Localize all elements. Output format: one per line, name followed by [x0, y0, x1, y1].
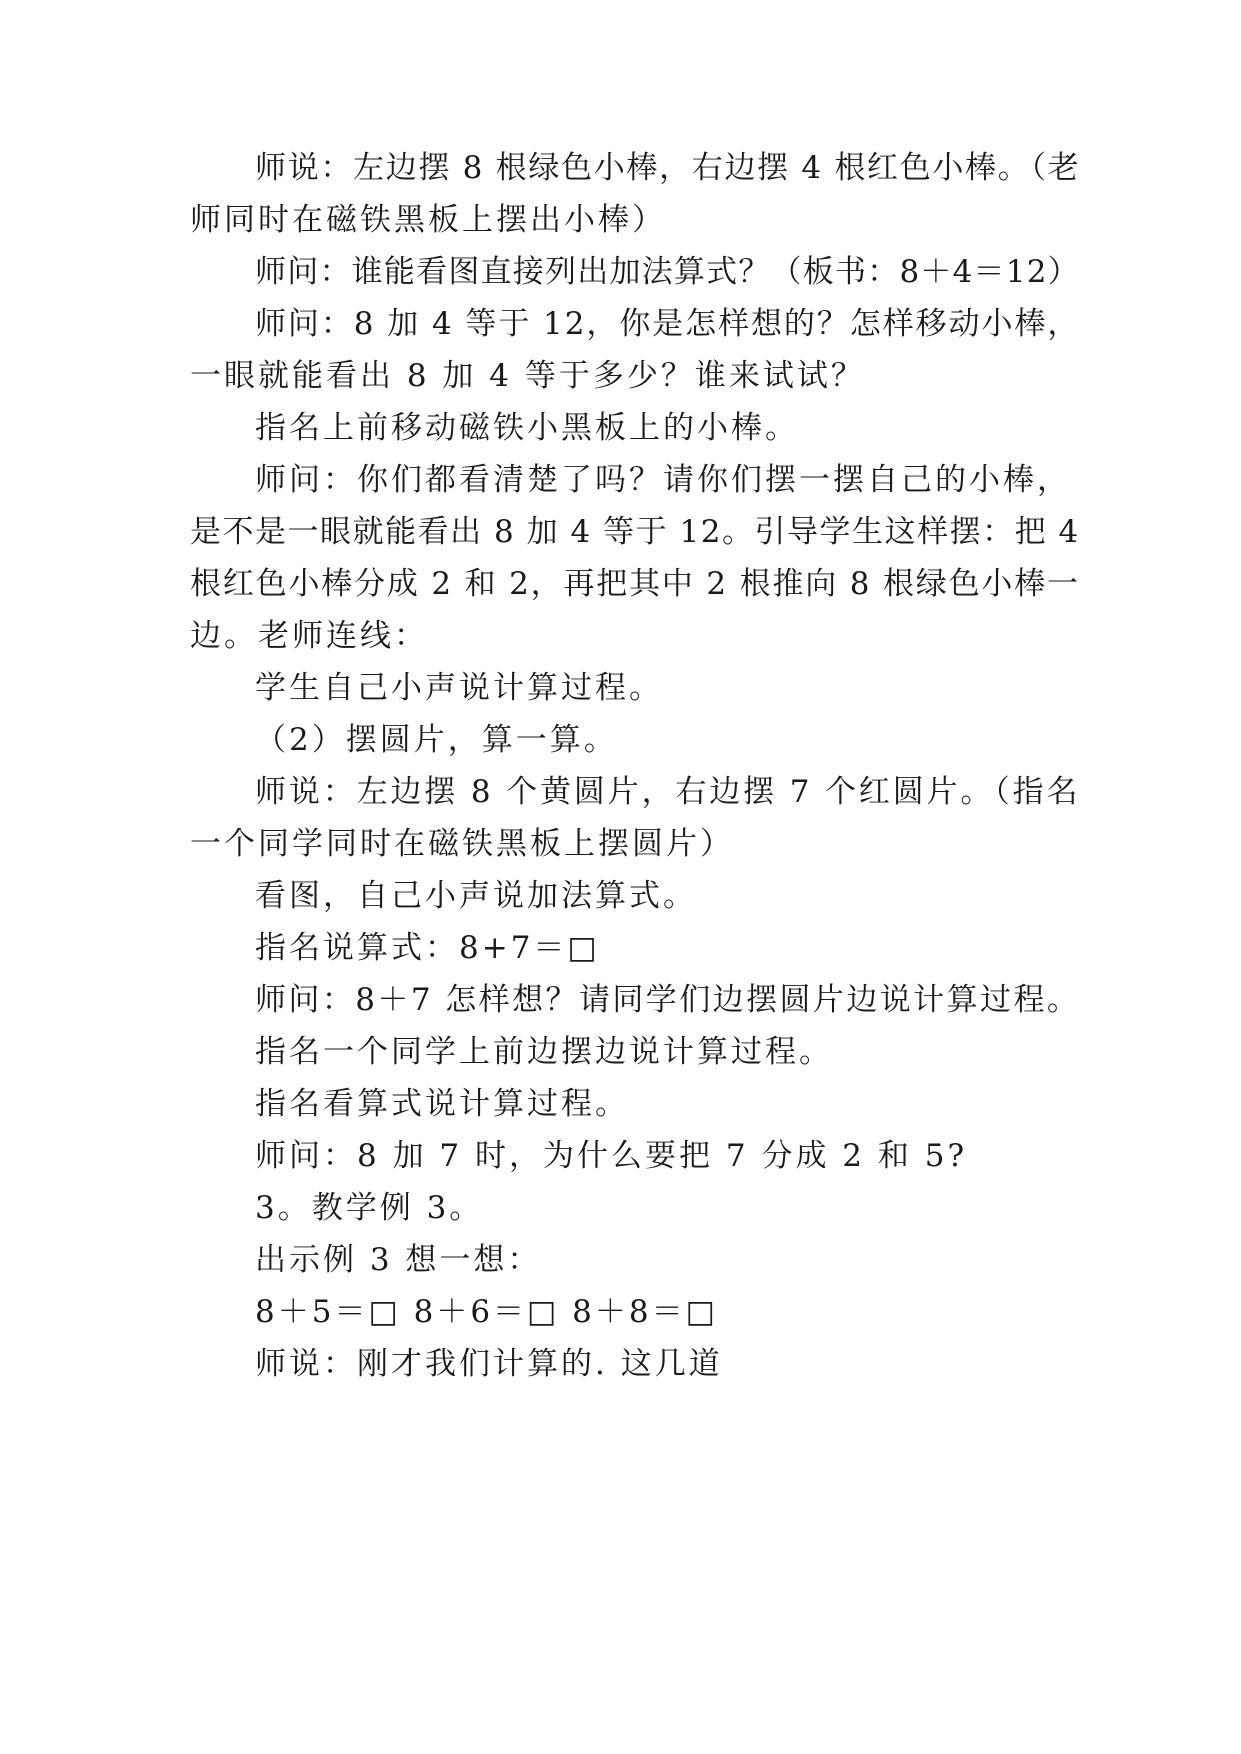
paragraph-line: 师说：刚才我们计算的. 这几道 — [255, 1346, 723, 1382]
paragraph-line: 师说：左边摆 8 根绿色小棒，右边摆 4 根红色小棒。（老 — [255, 150, 1081, 186]
paragraph-line: 边。老师连线： — [190, 618, 428, 654]
paragraph-line: 出示例 3 想一想： — [255, 1242, 542, 1278]
paragraph-line: 师同时在磁铁黑板上摆出小棒） — [190, 202, 666, 238]
paragraph-line: 指名说算式：8+7＝□ — [255, 930, 600, 966]
paragraph-line: 一眼就能看出 8 加 4 等于多少？谁来试试？ — [190, 358, 865, 394]
paragraph-line: 师问：8＋7 怎样想？请同学们边摆圆片边说计算过程。 — [255, 982, 1081, 1018]
paragraph-line: （2）摆圆片，算一算。 — [255, 722, 618, 758]
paragraph-line: 3。教学例 3。 — [255, 1190, 484, 1226]
paragraph-line: 指名上前移动磁铁小黑板上的小棒。 — [255, 410, 799, 446]
paragraph-line: 学生自己小声说计算过程。 — [255, 670, 663, 706]
paragraph-line: 根红色小棒分成 2 和 2，再把其中 2 根推向 8 根绿色小棒一 — [190, 566, 1080, 602]
paragraph-line: 指名一个同学上前边摆边说计算过程。 — [255, 1034, 833, 1070]
paragraph-line: 看图，自己小声说加法算式。 — [255, 878, 697, 914]
paragraph-line: 师问：8 加 4 等于 12，你是怎样想的？怎样移动小棒， — [255, 306, 1081, 342]
paragraph-line: 是不是一眼就能看出 8 加 4 等于 12。引导学生这样摆：把 4 — [190, 514, 1080, 550]
paragraph-line: 师问：8 加 7 时，为什么要把 7 分成 2 和 5? — [255, 1138, 968, 1174]
paragraph-line: 师说：左边摆 8 个黄圆片，右边摆 7 个红圆片。（指名 — [255, 774, 1081, 810]
paragraph-line: 师问：谁能看图直接列出加法算式？（板书：8＋4＝12） — [255, 254, 1080, 290]
paragraph-line: 一个同学同时在磁铁黑板上摆圆片） — [190, 826, 734, 862]
paragraph-line: 师问：你们都看清楚了吗？请你们摆一摆自己的小棒， — [255, 462, 1071, 498]
paragraph-line: 8＋5＝□ 8＋6＝□ 8＋8＝□ — [255, 1294, 718, 1330]
paragraph-line: 指名看算式说计算过程。 — [255, 1086, 629, 1122]
